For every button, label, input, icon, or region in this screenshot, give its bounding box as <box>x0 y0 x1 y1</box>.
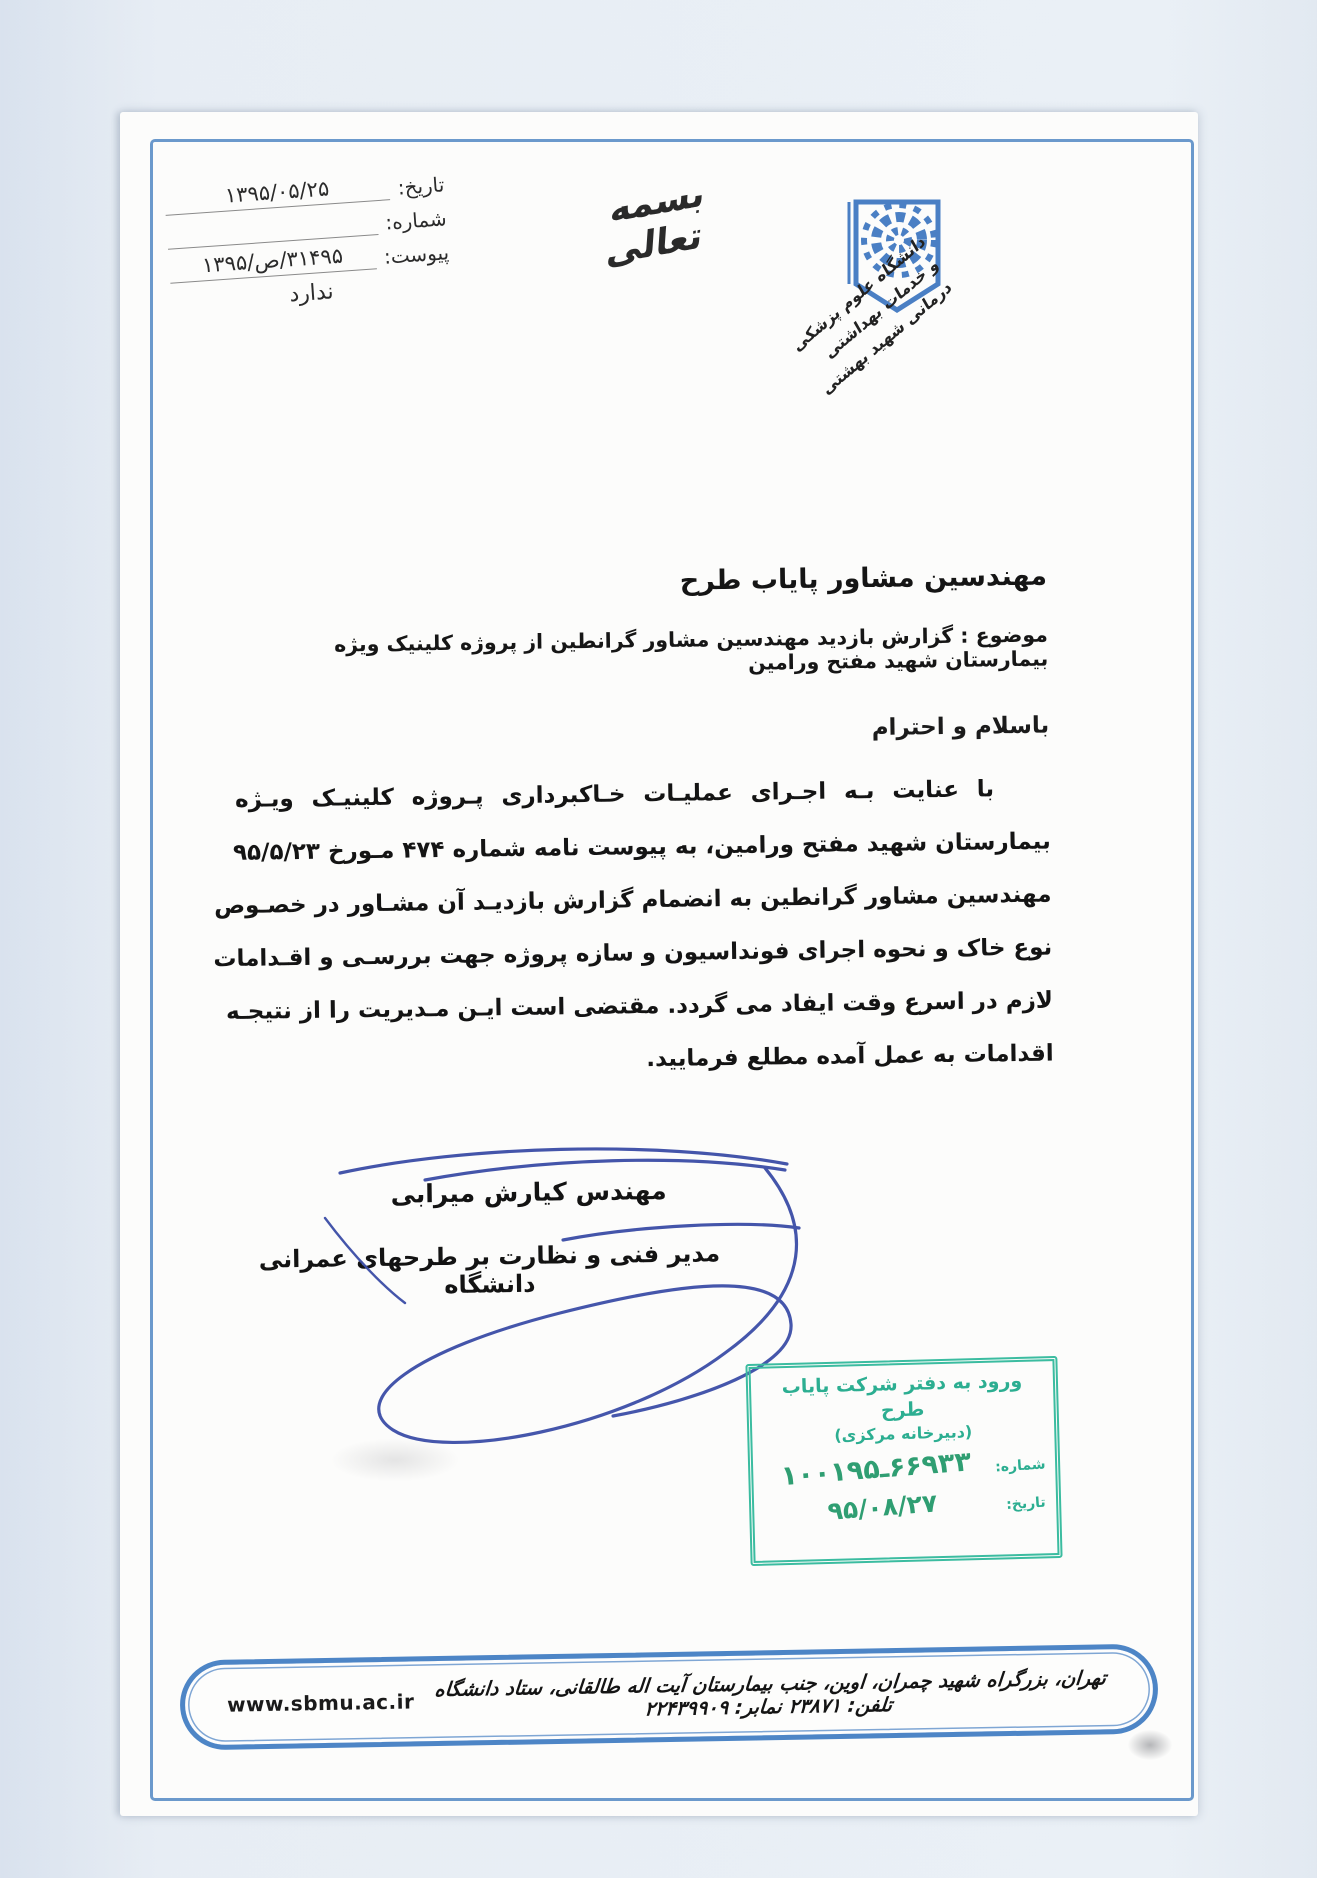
scan-smudge <box>1128 1730 1172 1760</box>
attachment-label: پیوست: <box>383 240 450 269</box>
footer-address-band <box>179 1643 1158 1750</box>
date-value: ۱۳۹۵/۰۵/۲۵ <box>224 176 330 208</box>
subject-line <box>234 623 1049 682</box>
date-label: تاریخ: <box>396 172 446 200</box>
stamp-number-row <box>763 1446 1046 1493</box>
stamp-subtitle: (دبیرخانه مرکزی) <box>834 1422 973 1445</box>
subject-label: موضوع : <box>960 622 1049 648</box>
signer-title: مدیر فنی و نظارت بر طرحهای عمرانی دانشگاه <box>258 1239 721 1300</box>
university-name-calligraphy: دانشگاه علوم پزشکی و خدمات بهداشتی درمانی شهید بهشتی <box>789 230 955 399</box>
stamp-title: ورود به دفتر شرکت پایاب طرح <box>781 1369 1023 1422</box>
body-line: نوع خاک و نحوه اجرای فونداسیون و سازه پروژه جهت بررسـی و اقـدامات <box>213 934 1053 973</box>
body-line: اقدامات به عمل آمده مطلع فرمایید. <box>646 1040 1054 1073</box>
footer-website: www.sbmu.ac.ir <box>226 1689 415 1717</box>
body-paragraph <box>213 763 1054 1092</box>
stamp-number-value: ۱۰۰۱۹۵ـ۶۶۹۳۳ <box>779 1446 973 1493</box>
stamp-date-value: ۹۵/۰۸/۲۷ <box>826 1488 939 1526</box>
entry-stamp <box>745 1356 1062 1566</box>
signer-name: مهندس کیارش میرابی <box>390 1175 667 1209</box>
bismillah-calligraphy: بسمه تعالی <box>605 172 707 274</box>
subject-text: گزارش بازدید مهندسین مشاور گرانطین از پروژه کلینیک ویژه بیمارستان شهید مفتح ورامین <box>333 623 1049 675</box>
footer-address: تهران، بزرگراه شهید چمران، اوین، جنب بیمارستان آیت اله طالقانی، ستاد دانشگاه تلفن: ۲۳۸۷۱ نمابر: ۲۲۴۳۹۹۰۹ <box>434 1666 1108 1721</box>
stamp-date-label: تاریخ: <box>1006 1494 1047 1513</box>
body-line: مهندسین مشاور گرانطین به انضمام گزارش بازدیـد آن مشـاور در خصـوص <box>213 881 1052 920</box>
body-line: با عنایت بـه اجـرای عملیـات خـاکبرداری پـروژه کلینیـک ویـژه <box>234 776 995 813</box>
attachment-value: ندارد <box>288 279 335 308</box>
scan-smudge <box>330 1438 460 1482</box>
letter-number-value: ۱۳۹۵/ص/۳۱۴۹۵ <box>201 243 344 278</box>
number-label: شماره: <box>384 206 448 235</box>
stamp-date-row <box>764 1488 1047 1524</box>
body-line: لازم در اسرع وقت ایفاد می گردد. مقتضی است ایـن مـدیریت را از نتیجـه <box>225 987 1054 1026</box>
stamp-number-label: شماره: <box>994 1455 1046 1475</box>
salutation: باسلام و احترام <box>871 712 1050 742</box>
recipient-title: مهندسین مشاور پایاب طرح <box>679 560 1048 597</box>
body-line: بیمارستان شهید مفتح ورامین، به پیوست نامه شماره ۴۷۴ مـورخ ۹۵/۵/۲۳ <box>232 828 1051 866</box>
